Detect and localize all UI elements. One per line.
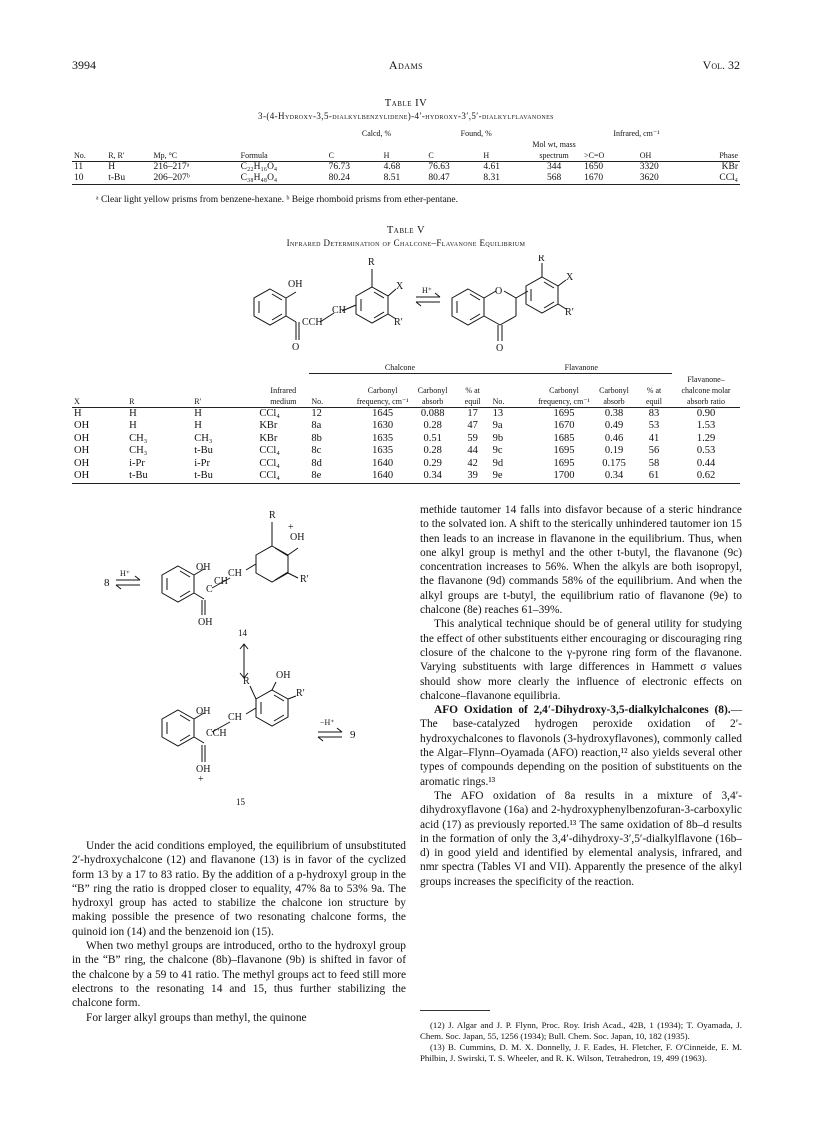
paragraph: Under the acid conditions employed, the equilibrium of unsubstituted 2′-hydroxychalcone (12) and flavanone (13) is in favor of the cyclized form 13 by a 17 to 83 ratio. By the addition of a p-hydroxyl group in the “B” ring the ratio is dropped closer to equality, 47% 8a to 53% 9a. The hydroxyl group has acted to stabilize the chalcone ion structure by making possible the presence of two resonating chalcone forms, the quinoid ion (14) and the benzenoid ion (15). [72,840,406,938]
table-cell: OH [74,445,90,457]
table-cell: CH₃ [194,432,213,444]
table-cell: C₂₂H₁₆O₄ [240,162,278,172]
table5 [72,362,740,484]
svg-text:O: O [292,342,300,353]
table5-header: R′ [194,396,202,406]
table5-title: Table V [386,225,426,236]
table-cell: 0.28 [423,445,442,457]
table-cell: 0.51 [423,432,442,444]
table-cell: 1695 [553,445,575,457]
afo-paragraph: AFO Oxidation of 2,4′-Dihydroxy-3,5-dialkylchalcones (8).—The base-catalyzed hydrogen peroxide oxidation of 2′-hydroxychalcones to flavonols (3-hydroxyflavones), commonly called the Algar–Flynn–Oyamada (AFO) reaction,¹² also yields several other types of compounds depending on the position of substituents on the aromatic rings.¹³ [420,704,742,788]
table-cell: 0.34 [423,470,442,482]
table-cell: OH [74,470,90,482]
table5-header: Carbonyl frequency, cm⁻¹ [356,385,409,406]
table-cell: 47 [467,420,478,432]
table-cell: i-Pr [129,457,145,469]
page-number: 3994 [72,58,96,72]
table-cell: 216–217ᵃ [153,162,190,172]
running-header [72,58,740,76]
table-cell: OH [74,457,90,469]
svg-text:C: C [206,584,213,595]
table5-header: Flavanone–chalcone molar absorb ratio [681,374,731,406]
resonance-scheme [78,500,378,830]
table-cell: 9b [492,432,504,444]
table-row [72,445,740,458]
table-cell: 0.53 [696,445,716,457]
table-cell: 76.73 [328,162,351,172]
table-cell: 41 [648,432,660,444]
running-author: Adams [388,58,424,72]
table-cell: 3620 [639,173,659,183]
svg-text:OH: OH [290,532,305,543]
table-cell: 13 [492,407,504,419]
table-cell: t-Bu [194,445,213,457]
table-cell: 9a [492,420,503,432]
table-row [72,173,740,185]
table-cell: 8.51 [383,173,401,183]
table-cell: 8e [311,470,322,482]
table-cell: 44 [467,445,478,457]
svg-text:OH: OH [288,279,303,290]
table-cell: CCl₄ [259,445,280,457]
table-cell: CH₃ [129,432,148,444]
table-cell: CCl₄ [259,457,280,469]
table-row [72,420,740,433]
table-cell: CCl₄ [259,407,280,419]
table-cell: 344 [546,162,562,172]
table5-header: Carbonyl absorb [417,385,448,406]
table4-title: Table IV [384,98,428,109]
table-cell: OH [74,420,90,432]
table-cell: 0.38 [604,407,624,419]
table-cell: 1.53 [696,420,716,432]
svg-text:CH: CH [228,568,242,579]
reference: (13) B. Cummins, D. M. X. Donnelly, J. F. Eades, H. Fletcher, F. O'Cinneide, E. M. Philbin, J. Swirski, T. S. Wheeler, and R. K. Wilson, Tetrahedron, 19, 499 (1963). [420,1042,742,1063]
svg-text:+: + [198,774,204,785]
table4-header: Mol wt, mass spectrum [532,140,576,160]
table-cell: 9c [492,445,503,457]
svg-text:OH: OH [276,670,291,681]
table-cell: i-Pr [194,457,210,469]
table-cell: 8a [311,420,322,432]
table-cell: 8c [311,445,322,457]
table-cell: 1670 [584,173,604,183]
table-cell: 1630 [372,420,394,432]
table-cell: 0.088 [420,407,445,419]
table4-header: >C=O [584,151,605,160]
table-cell: 80.47 [428,173,450,183]
table-cell: 0.44 [696,457,716,469]
table4-header: Phase [719,151,738,160]
table-cell: 1.29 [696,432,716,444]
table-cell: 4.61 [483,162,500,172]
paragraph: For larger alkyl groups than methyl, the quinone [86,1011,307,1024]
table-cell: CCl₄ [719,173,738,183]
table4-header: R, R′ [108,151,125,160]
table-row [72,470,740,483]
table4-header: H [383,151,390,160]
table-cell: C₃₈H₄₈O₄ [240,173,278,183]
chalcone-flavanone-scheme [230,255,590,355]
svg-text:CCH: CCH [206,728,227,739]
table-row [72,458,740,471]
table-cell: 8.31 [483,173,500,183]
table-cell: 1700 [553,470,575,482]
table5-header: X [74,396,80,406]
table-cell: 0.28 [423,420,442,432]
table-cell: 53 [648,420,660,432]
table4-header: C [428,151,434,160]
svg-text:R′: R′ [394,317,403,328]
table-cell: H [74,407,82,419]
table-cell: H [194,420,202,432]
table5-flavanone-group: Flavanone [491,362,672,374]
table4-footnote: ᵃ Clear light yellow prisms from benzene-hexane. ᵇ Beige rhomboid prisms from ether-pentane. [96,195,459,205]
volume-label: Vol. 32 [702,58,740,72]
table-cell: 59 [467,432,478,444]
table-cell: 9d [492,457,504,469]
table-cell: 1635 [372,445,394,457]
svg-text:O: O [496,343,504,354]
table-cell: CCl₄ [259,470,280,482]
table-cell: KBr [259,420,278,432]
table-cell: t-Bu [194,470,213,482]
table4 [72,128,740,185]
table4-header: No. [74,151,86,160]
svg-text:CH: CH [214,576,228,587]
table-cell: 568 [546,173,562,183]
svg-text:R′: R′ [300,574,309,585]
svg-text:CH: CH [228,712,242,723]
svg-text:R: R [538,255,545,264]
table-cell: 58 [648,457,660,469]
svg-text:R′: R′ [565,307,574,318]
label-15: 15 [236,797,245,807]
table-cell: 42 [467,457,478,469]
table-cell: 1635 [372,432,394,444]
arrow-h-label: H⁺ [120,569,130,578]
table-cell: 4.68 [383,162,401,172]
table-cell: 0.49 [604,420,624,432]
svg-text:R′: R′ [296,688,305,699]
table4-subtitle: 3-(4-Hydroxy-3,5-dialkylbenzylidene)-4′-hydroxy-3′,5′-dialkylflavanones [258,111,554,121]
table4-header: Mp, °C [153,151,178,160]
table-cell: 1695 [553,407,575,419]
table-cell: 61 [648,470,660,482]
paragraph: methide tautomer 14 falls into disfavor because of a steric hindrance to the solvated ion. A shift to the sterically unhindered tautomer ion 15 then leads to an increase in flavanone in the equilibrium. Thus, when one alkyl group is methyl and the other t-butyl, the flavanone (9c) concentration increases to 56%. When the alkyls are both isopropyl, the flavanone (9d) commands 58% of the equilibrium. And when the alkyl groups are t-butyl, the equilibrium ratio of flavanone (9e) to chalcone (8e) reaches 61–39%. [420,504,742,617]
table-cell: 80.24 [328,173,351,183]
table-cell: 11 [74,162,84,172]
afo-heading: AFO Oxidation of 2,4′-Dihydroxy-3,5-dialkylchalcones (8). [434,704,731,717]
table-cell: 206–207ᵇ [153,173,190,183]
table5-chalcone-group: Chalcone [309,362,490,374]
reference: (12) J. Algar and J. P. Flynn, Proc. Roy. Irish Acad., 42B, 1 (1934); T. Oyamada, J. Chem. Soc. Japan, 55, 1256 (1934); Bull. Chem. Soc. Japan, 10, 182 (1935). [420,1020,742,1041]
table4-header: OH [639,151,652,160]
table-cell: 0.46 [604,432,624,444]
table-cell: H [129,420,137,432]
table-cell: KBr [259,432,278,444]
table-cell: 0.34 [604,470,624,482]
references [420,1020,742,1064]
table-cell: 1645 [372,407,394,419]
table5-header: No. [492,396,505,406]
table-cell: 1695 [553,457,575,469]
table-cell: 3320 [639,162,659,172]
paragraph: When two methyl groups are introduced, ortho to the hydroxyl group in the “B” ring, the chalcone (8b)–flavanone (9b) is shifted in favor of the chalcone by a 59 to 41 ratio. The methyl groups act to feed still more electrons to the resonating 14 and 15, thus further stabilizing the chalcone form. [72,940,406,1010]
table-cell: 0.29 [423,457,442,469]
svg-text:OH: OH [196,706,211,717]
table5-header: Carbonyl absorb [599,385,629,406]
table-cell: 1640 [372,457,394,469]
svg-text:+: + [288,522,294,533]
table-cell: 0.90 [696,407,716,419]
table4-ir-group: Infrared, cm⁻¹ [613,129,660,138]
table5-subtitle: Infrared Determination of Chalcone–Flavanone Equilibrium [286,238,526,248]
table4-found-group: Found, % [460,129,492,138]
scheme-arrow-label: H⁺ [422,286,432,295]
table-cell: t-Bu [129,470,148,482]
table-row [72,433,740,446]
table-cell: H [108,162,116,172]
table5-header: No. [311,396,324,406]
table5-header: Infrared medium [270,385,297,406]
table-cell: 76.63 [428,162,450,172]
table4-header: H [483,151,490,160]
table-cell: 17 [467,407,478,419]
table-cell: 12 [311,407,322,419]
table-cell: 1670 [553,420,575,432]
label-8: 8 [104,577,110,589]
footnote-rule [420,1010,490,1011]
paragraph: This analytical technique should be of general utility for studying the effect of other substituents either encouraging or discouraging ring closure of the chalcone to the γ-pyrone ring form of the flavanone. Varying substituents with large differences in Hammett σ values should show more clearly the influence of electronic effects on chalcone–flavanone equilibria. [420,618,742,702]
table-cell: t-Bu [108,173,126,183]
table-cell: CH₃ [129,445,148,457]
table-cell: KBr [721,162,738,172]
table5-header: % at equil [464,385,481,406]
table4-header: Formula [240,151,268,160]
table-row [72,407,740,420]
table-cell: 0.19 [604,445,624,457]
label-9: 9 [350,729,356,741]
arrow-minus-h-label: −H⁺ [320,718,335,727]
table-cell: 56 [648,445,660,457]
svg-text:O: O [495,286,503,297]
table-cell: H [129,407,137,419]
table5-header: R [129,396,135,406]
svg-text:R: R [368,257,375,268]
svg-text:OH: OH [196,764,211,775]
svg-text:CH: CH [332,305,346,316]
svg-text:CCH: CCH [302,317,323,328]
table5-header: % at equil [646,385,662,406]
table-cell: 1685 [553,432,575,444]
label-14: 14 [238,628,247,638]
table5-header: Carbonyl frequency, cm⁻¹ [538,385,590,406]
table-cell: H [194,407,202,419]
table-cell: 8b [311,432,322,444]
table-row [72,162,740,174]
table-cell: 83 [648,407,660,419]
svg-text:OH: OH [196,562,211,573]
table4-header: C [328,151,335,160]
table4-calcd-group: Calcd, % [361,129,392,138]
svg-text:X: X [396,281,404,292]
left-column [72,839,406,1025]
table-cell: 1640 [372,470,394,482]
table-cell: 1650 [584,162,604,172]
svg-text:R: R [243,676,250,687]
table-cell: 0.62 [696,470,716,482]
table-cell: 8d [311,457,322,469]
svg-text:OH: OH [198,617,213,628]
table-cell: 9e [492,470,503,482]
table-cell: 10 [74,173,84,183]
table-cell: 0.175 [602,457,626,469]
table-cell: OH [74,432,90,444]
paragraph: The AFO oxidation of 8a results in a mixture of 3,4′-dihydroxyflavone (16a) and 2-hydroxyphenylbenzofuran-3-carboxylic acid (17) as previously reported.¹³ The same oxidation of 8b–d results in the formation of only the 3,4′-dihydroxy-3′,5′-dialkylflavone (16b–d) in good yield and identified by elemental analysis, infrared, and nmr spectra (Tables VI and VII). Apparently the presence of the alkyl groups increases the specificity of the reaction. [420,789,742,888]
table-cell: 39 [467,470,478,482]
svg-text:R: R [269,510,276,521]
svg-text:X: X [566,272,574,283]
right-column [420,503,742,889]
